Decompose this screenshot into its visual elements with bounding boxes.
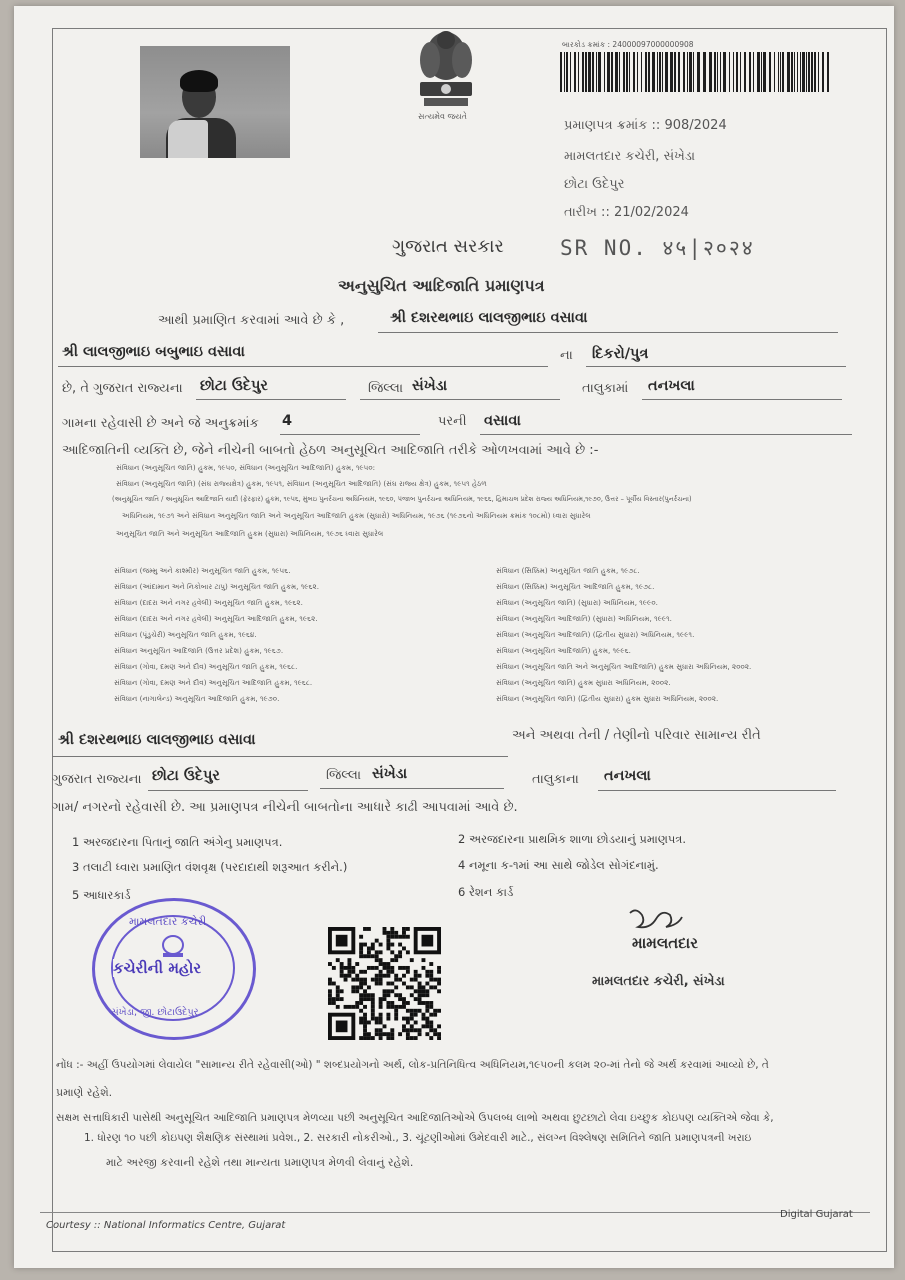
residence-district-label: જિલ્લા: [326, 768, 362, 783]
government-title: ગુજરાત સરકાર: [392, 236, 504, 257]
courtesy-text: Courtesy :: National Informatics Centre, Gujarat: [46, 1220, 286, 1231]
order-line: સંવિધાન (અનુસૂચિત જાતિ) હુકમ, ૧૯૫૦, સંવિધાન (અનુસૂચિત આદિજાતિ) હુકમ, ૧૯૫૦:: [116, 463, 376, 472]
order-right: સંવિધાન (અનુસૂચિત આદિજાતિ) (સુધારા) અધિનિયમ, ૧૯૯૧.: [496, 614, 672, 623]
taluka-value: સંખેડા: [412, 378, 448, 394]
document-item: 2 અરજદારના પ્રાથમિક શાળા છોડયાનું પ્રમાણપત્ર.: [458, 832, 687, 846]
taluka-label: તાલુકામાં: [582, 381, 629, 396]
district-label: જિલ્લા: [368, 381, 404, 396]
signatory-title: મામલતદાર: [632, 934, 698, 952]
relation: દિકરો/પુત્ર: [592, 346, 649, 362]
office-name: મામલતદાર કચેરી, સંખેડા: [564, 149, 696, 164]
father-name: શ્રી લાલજીભાઇ બબુભાઇ વસાવા: [62, 344, 245, 360]
handwritten-serial: SR NO. ४५|२०२४: [560, 236, 755, 260]
order-right: સંવિધાન (અનુસૂચિત જાતિ અને અનુસૂચિત આદિજાતિ) હુકમ સુધારા અધિનિયમ, ૨૦૦૨.: [496, 662, 752, 671]
office-seal: [92, 898, 256, 1040]
order-left: સંવિધાન (દાદરા અને નગર હવેલી) અનુસૂચિત આદિજાતિ હુકમ, ૧૯૬૨.: [114, 614, 318, 623]
serial-number: 4: [282, 413, 293, 429]
district-name: છોટા ઉદેપુર: [564, 177, 625, 192]
state-label: છે, તે ગુજરાત રાજ્યના: [62, 381, 183, 396]
footer-advice-3: માટે અરજી કરવાની રહેશે તથા માન્યતા પ્રમાણપત્ર મેળવી લેવાનું રહેશે.: [106, 1156, 414, 1169]
document-item: 3 તલાટી ધ્વારા પ્રમાણિત વંશવૃક્ષ (પરદાદાથી શરૂઆત કરીને.): [72, 860, 348, 874]
order-left: સંવિધાન (દાદરા અને નગર હવેલી) અનુસૂચિત જાતિ હુકમ, ૧૯૬૨.: [114, 598, 303, 607]
order-left: સંવિધાન (ગોવા, દમણ અને દીવ) અનુસૂચિત જાતિ હુકમ, ૧૯૬૮.: [114, 662, 298, 671]
order-right: સંવિધાન (સિક્કિમ) અનુસૂચિત જાતિ હુકમ, ૧૯૭૮.: [496, 566, 640, 575]
emblem-motto: સત્યમેવ જયતે: [418, 112, 467, 121]
basis-text: ગામ/ નગરનો રહેવાસી છે. આ પ્રમાણપત્ર નીચેની બાબતોના આધારે કાઢી આપવામાં આવે છે.: [52, 800, 518, 815]
certificate-title: અનુસુચિત આદિજાતિ પ્રમાણપત્ર: [338, 276, 545, 295]
residence-name: શ્રી દશરથભાઇ લાલજીભાઇ વસાવા: [58, 732, 256, 748]
residence-taluka: સંખેડા: [372, 766, 408, 782]
order-line: સંવિધાન (અનુસૂચિત જાતિ) (સંઘ રાજ્યક્ષેત્ર) હુકમ, ૧૯૫૧, સંવિધાન (અનુસૂચિત આદિજાતિ) (સંઘ રાજ્ય ક્ષેત્ર) હુકમ, ૧૯૫૧ હેઠળ: [116, 479, 487, 488]
signatory-office: મામલતદાર કચેરી, સંખેડા: [592, 974, 725, 989]
residence-district: છોટા ઉદેપુર: [152, 768, 220, 784]
certify-label: આથી પ્રમાણિત કરવામાં આવે છે કે ,: [158, 313, 345, 328]
digital-gujarat-brand: Digital Gujarat: [780, 1209, 853, 1220]
order-left: સંવિધાન (પૂંડુચેરી) અનુસૂચિત જાતિ હુકમ, ૧૯૬૪.: [114, 630, 257, 639]
document-item: 1 અરજદારના પિતાનું જાતિ અંગેનુ પ્રમાણપત્ર.: [72, 835, 283, 849]
village-label: ગામના રહેવાસી છે અને જે અનુક્રમાંક: [62, 416, 259, 431]
applicant-photo: [140, 46, 290, 158]
document-item: 6 રેશન કાર્ડ: [458, 885, 514, 899]
seal-bottom-text: સંખેડા, જી. છોટાઉદેપુર: [111, 1007, 199, 1018]
footer-note-cont: પ્રમાણે રહેશે.: [56, 1086, 113, 1099]
order-right: સંવિધાન (અનુસૂચિત આદિજાતિ) હુકમ, ૧૯૯૬.: [496, 646, 631, 655]
seal-top-text: મામલતદાર કચેરી: [129, 915, 207, 928]
order-right: સંવિધાન (સિક્કિમ) અનુસૂચિત આદિજાતિ હુકમ, ૧૯૭૮.: [496, 582, 655, 591]
order-line: અધિનિયમ, ૧૯૭૧ અને સંવિધાન અનુસૂચિત જાતિ અને અનુસૂચિત આદિજાતિ હુકમ (સુધારો) અધિનિયમ, ૧૯૭૬ (૧૯૭૬નો અધિનિયમ ક્રમાંક ૧૦૮મો) ધ્વારા સુધારેલ: [122, 511, 591, 520]
order-right: સંવિધાન (અનુસૂચિત જાતિ) (દ્વિતીય સુધારા) હુકમ સુધારા અધિનિયમ, ૨૦૦૨.: [496, 694, 719, 703]
family-text: અને અથવા તેની / તેણીનો પરિવાર સામાન્ય રીતે: [512, 728, 761, 743]
order-left: સંવિધાન (નાગાલેન્ડ) અનુસૂચિત આદિજાતિ હુકમ, ૧૯૭૦.: [114, 694, 280, 703]
qr-code: [328, 927, 441, 1040]
order-right: સંવિધાન (અનુસૂચિત આદિજાતિ) (દ્વિતીય સુધારા) અધિનિયમ, ૧૯૯૧.: [496, 630, 695, 639]
seal-center-text: કચેરીની મહોર: [113, 959, 202, 977]
order-line: અનુસૂચિત જાતિ અને અનુસૂચિત આદિજાતિ હુકમ (સુધારા) અધિનિયમ, ૧૯૭૬ ધ્વારા સુધારેલ: [116, 529, 384, 538]
document-item: 5 આધારકાર્ડ: [72, 888, 131, 902]
residence-village: તનખલા: [604, 768, 651, 784]
issue-date: તારીખ :: 21/02/2024: [564, 205, 689, 220]
footer-advice-2: 1. ધોરણ ૧૦ પછી કોઇપણ શૈક્ષણિક સંસ્થામાં પ્રવેશ., 2. સરકારી નોકરીઓ., 3. ચૂંટણીઓમાં ઉમેદવારી માટે., સંલગ્ન વિશ્લેષણ સમિતિને જાતિ પ્રમાણપત્રની ખરાઇ: [84, 1132, 752, 1144]
district-value: છોટા ઉદેપુર: [200, 378, 268, 394]
order-left: સંવિધાન (ગોવા, દમણ અને દીવ) અનુસૂચિત આદિજાતિ હુકમ, ૧૯૬૮.: [114, 678, 313, 687]
order-right: સંવિધાન (અનુસૂચિત જાતિ) (સુધારા) અધિનિયમ, ૧૯૯૦.: [496, 598, 658, 607]
order-right: સંવિધાન (અનુસૂચિત જાતિ) હુકમ સુધારા અધિનિયમ, ૨૦૦૨.: [496, 678, 671, 687]
tribe-name: વસાવા: [484, 413, 521, 429]
certificate-number: પ્રમાણપત્ર ક્રમાંક :: 908/2024: [564, 118, 727, 133]
applicant-name: શ્રી દશરથભાઇ લાલજીભાઇ વસાવા: [390, 310, 588, 326]
footer-note: નોંધ :- અહીં ઉપયોગમાં લેવાયેલ "સામાન્ય રીતે રહેવાસી(ઓ) " શબ્દપ્રયોગનો અર્થ, લોક-પ્રતિનિધિત્વ અધિનિયમ,૧૯૫૦ની કલમ ૨૦-માં તેનો જે અર્થ કરવામાં આવ્યો છે, તે: [56, 1059, 769, 1071]
residence-taluka-label: તાલુકાના: [532, 772, 579, 787]
footer-advice: સક્ષમ સત્તાધિકારી પાસેથી અનુસૂચિત આદિજાતિ પ્રમાણપત્ર મેળવ્યા પછી અનુસૂચિત આદિજાતિઓએ ઉપલબ્ધ લાભો અથવા છુટછાટો લેવા ઇચ્છુક કોઇપણ વ્યક્તિએ જેવા કે,: [56, 1112, 774, 1124]
order-left: સંવિધાન (આંદામાન અને નિકોબાર ટાપુ) અનુસૂચિત જાતિ હુકમ, ૧૯૬૨.: [114, 582, 320, 591]
order-left: સંવિધાન (જમ્મુ અને કાશ્મીર) અનુસૂચિત જાતિ હુકમ, ૧૯૫૬.: [114, 566, 291, 575]
upon-label: પરની: [438, 414, 467, 429]
residence-state-label: ગુજરાત રાજ્યના: [52, 772, 142, 787]
seal-emblem-icon: [157, 935, 189, 959]
order-line: (અનુસૂચિત જાતિ / અનુસૂચિત આદિજાતિ યાદી (ફેરફાર) હુકમ, ૧૯૫૬, મુંબઇ પુનર્રચના અધિનિયમ, ૧૯૬૦, પંજાબ પુનર્રચના અધિનિયમ, ૧૯૬૬, હિમાચલ પ્રદેશ રાજ્ય અધિનિયમ,૧૯૭૦, ઉત્તર – પૂર્વીય વિસ્તાર(પુનર્રચના): [112, 495, 692, 503]
village-value: તનખલા: [648, 378, 695, 394]
recognized-text: આદિજાતિની વ્યક્તિ છે, જેને નીચેની બાબતો હેઠળ અનુસૂચિત આદિજાતિ તરીકે ઓળખવામાં આવે છે :-: [62, 443, 599, 458]
document-item: 4 નમૂના ક-૧માં આ સાથે જોડેલ સોગંદનામું.: [458, 858, 659, 872]
barcode: [560, 52, 830, 92]
barcode-label: બારકોડ ક્રમાંક : 24000097000000908: [562, 40, 694, 49]
signature-mark: [626, 905, 686, 937]
na-label: ના: [560, 348, 573, 363]
order-left: સંવિધાન અનુસૂચિત આદિજાતિ (ઉત્તર પ્રદેશ) હુકમ, ૧૯૬૭.: [114, 646, 284, 655]
